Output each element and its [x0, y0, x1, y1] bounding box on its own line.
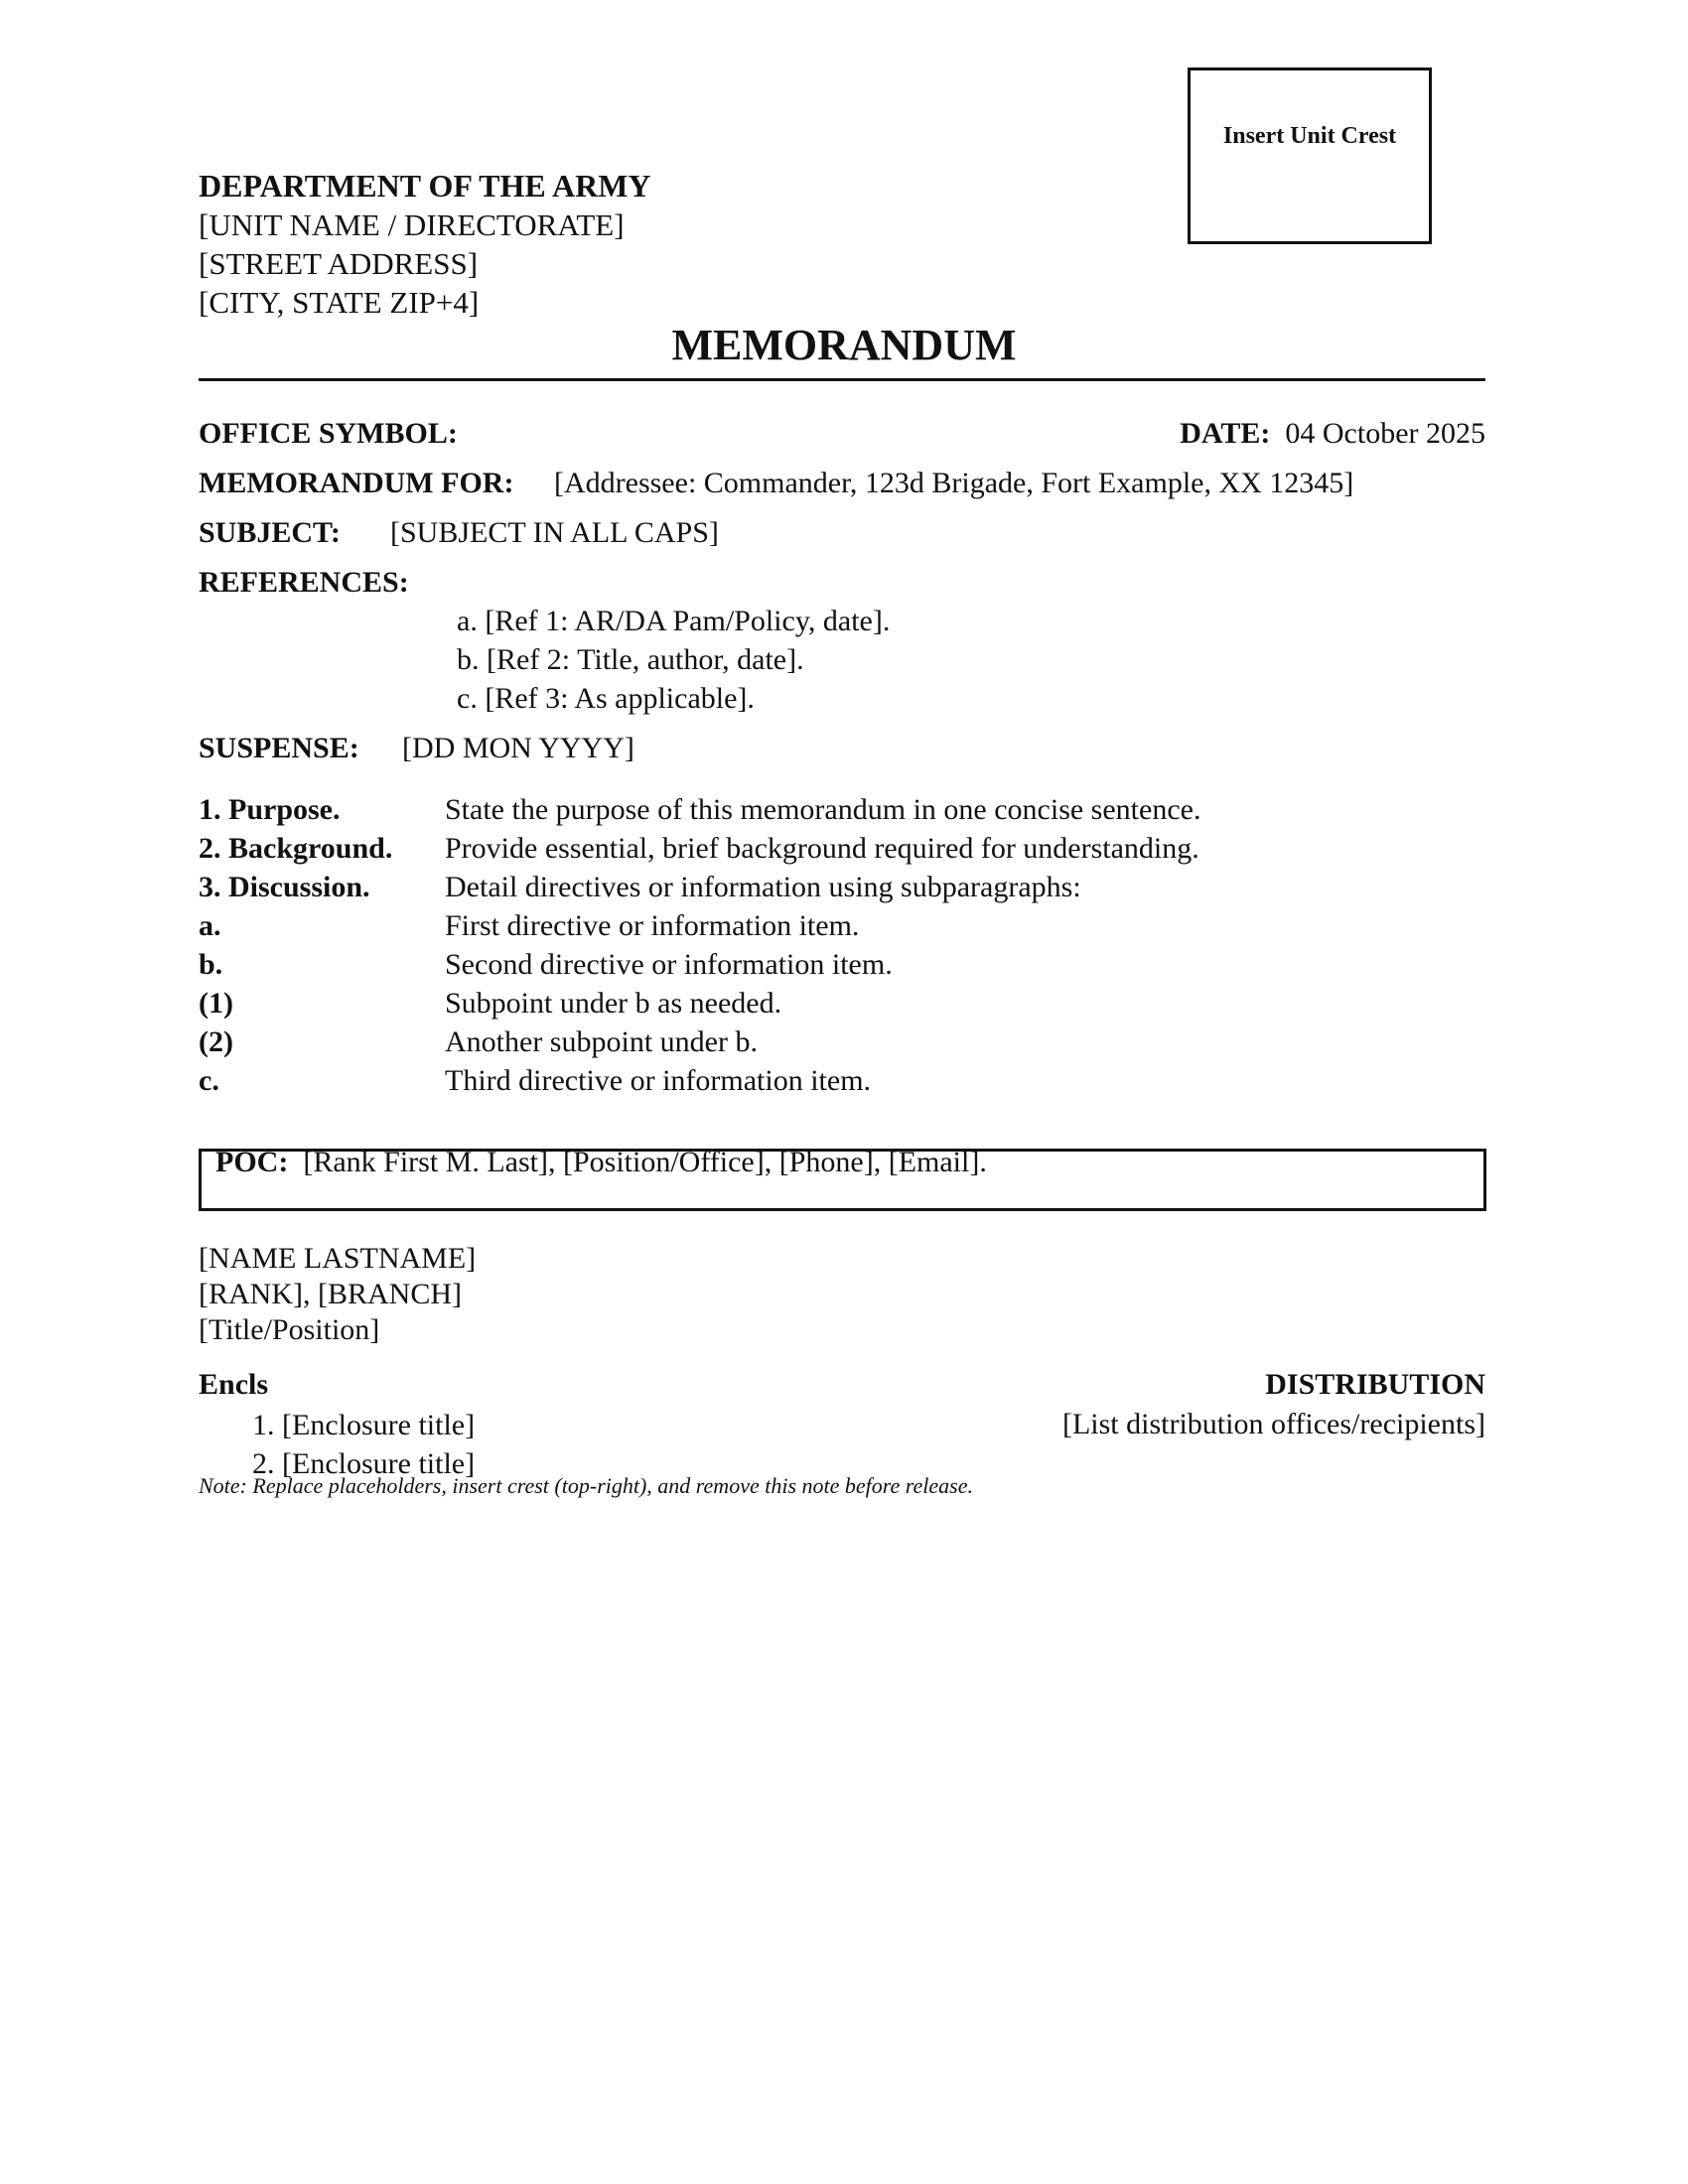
- subparagraph-number-b1: (1): [199, 987, 233, 1020]
- title-divider: [199, 378, 1485, 381]
- enclosure-item: 1. [Enclosure title]: [252, 1409, 476, 1441]
- signature-block: [199, 1241, 476, 1348]
- suspense-label: SUSPENSE:: [199, 732, 359, 764]
- reference-item: a. [Ref 1: AR/DA Pam/Policy, date].: [457, 605, 891, 637]
- subparagraph-number-b: b.: [199, 948, 223, 981]
- street-address: [STREET ADDRESS]: [199, 246, 479, 281]
- signer-name: [NAME LASTNAME]: [199, 1242, 477, 1275]
- poc-label: POC:: [215, 1146, 289, 1178]
- unit-name: [UNIT NAME / DIRECTORATE]: [199, 207, 625, 242]
- suspense-value: [DD MON YYYY]: [402, 732, 634, 764]
- reference-item: b. [Ref 2: Title, author, date].: [457, 643, 804, 676]
- office-symbol-label: OFFICE SYMBOL:: [199, 417, 458, 450]
- subject-value: [SUBJECT IN ALL CAPS]: [390, 516, 719, 549]
- paragraph-number-background: 2. Background.: [199, 832, 393, 865]
- paragraph-number-purpose: 1. Purpose.: [199, 793, 341, 826]
- subparagraph-text-a: First directive or information item.: [445, 909, 860, 942]
- distribution-label: DISTRIBUTION: [1265, 1368, 1485, 1401]
- letterhead: [199, 167, 651, 322]
- memo-for-label: MEMORANDUM FOR:: [199, 467, 514, 499]
- subparagraph-number-b2: (2): [199, 1025, 233, 1058]
- subject-label: SUBJECT:: [199, 516, 341, 549]
- subparagraph-number-a: a.: [199, 909, 221, 942]
- subparagraph-text-c: Third directive or information item.: [445, 1064, 872, 1097]
- distribution-text: [List distribution offices/recipients]: [1061, 1408, 1485, 1440]
- date-value: 04 October 2025: [1285, 417, 1485, 450]
- paragraph-text-background: Provide essential, brief background required for understanding.: [445, 832, 1199, 865]
- signer-rank-branch: [RANK], [BRANCH]: [199, 1278, 462, 1310]
- enclosures-list: [252, 1406, 475, 1483]
- memo-for-value: [Addressee: Commander, 123d Brigade, Fort Example, XX 12345]: [554, 467, 1354, 499]
- poc-line: [215, 1144, 987, 1181]
- subparagraph-text-b1: Subpoint under b as needed.: [445, 987, 782, 1020]
- paragraph-text-discussion: Detail directives or information using subparagraphs:: [445, 871, 1081, 903]
- department-name: DEPARTMENT OF THE ARMY: [199, 168, 651, 204]
- release-note: Note: Replace placeholders, insert crest (top-right), and remove this note before release.: [199, 1473, 973, 1498]
- subparagraph-text-b: Second directive or information item.: [445, 948, 893, 981]
- poc-value: [Rank First M. Last], [Position/Office], [Phone], [Email].: [303, 1146, 987, 1178]
- subparagraph-number-c: c.: [199, 1064, 219, 1097]
- paragraph-number-discussion: 3. Discussion.: [199, 871, 370, 903]
- paragraph-text-purpose: State the purpose of this memorandum in one concise sentence.: [445, 793, 1201, 826]
- enclosures-label: Encls: [199, 1368, 269, 1401]
- date-label: DATE:: [1180, 417, 1271, 450]
- subparagraph-text-b2: Another subpoint under b.: [445, 1025, 758, 1058]
- signer-position: [Title/Position]: [199, 1313, 380, 1346]
- city-state-zip: [CITY, STATE ZIP+4]: [199, 285, 480, 320]
- references-label: REFERENCES:: [199, 566, 409, 599]
- date-line: [1180, 415, 1485, 453]
- crest-label: Insert Unit Crest: [1222, 122, 1397, 149]
- enclosure-item: 2. [Enclosure title]: [252, 1447, 476, 1480]
- memo-title: MEMORANDUM: [671, 321, 1017, 369]
- reference-item: c. [Ref 3: As applicable].: [457, 682, 755, 715]
- unit-crest-placeholder: [1188, 68, 1432, 244]
